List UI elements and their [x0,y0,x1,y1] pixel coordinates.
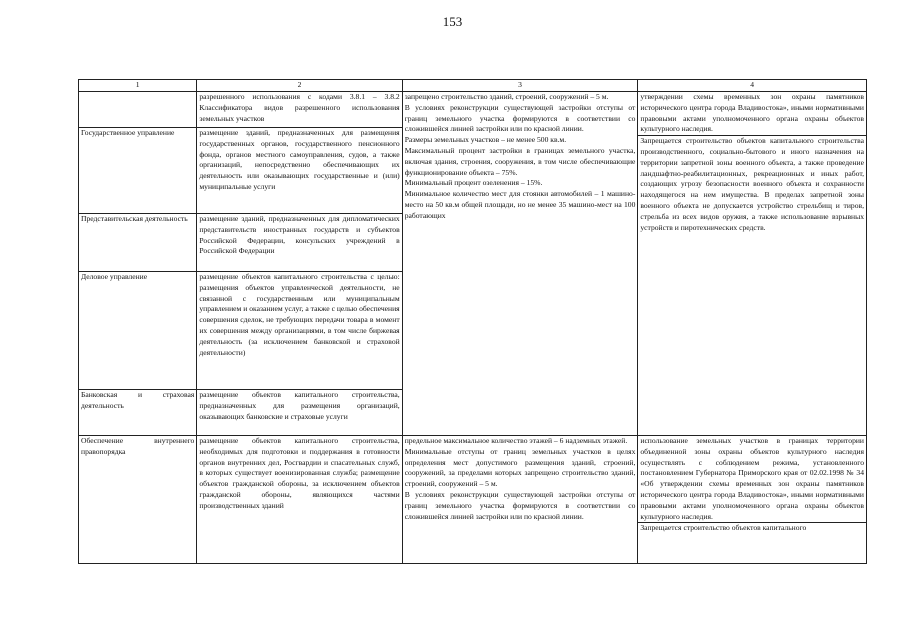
use-type-name: Банковская и страховая деятельность [79,390,197,436]
parameters-cell [402,436,638,564]
parameters-paragraph: запрещено строительство зданий, строений, сооружений – 5 м. [404,92,609,101]
parameters-paragraph: Размеры земельных участков – не менее 500 кв.м. [404,135,567,145]
table-row [79,92,867,128]
parameters-paragraph: Минимальное количество мест для стоянки автомобилей – 1 машино-место на 50 кв.м общей площади, но не менее 35 машино-мест на 100 работающих [404,189,636,220]
table-row [79,436,867,564]
use-type-name: Деловое управление [79,272,197,390]
use-type-description: разрешенного использования с кодами 3.8.1 – 3.8.2 Классификатора видов разрешенного использования земельных участков [197,92,402,128]
restrictions-cell [638,92,867,436]
use-type-description: размещение объектов капитального строительства, необходимых для подготовки и поддержания в готовности органов внутренних дел, Росгвардии и спасательных служб, в которых существует военизированная служба; размещение объектов гражданской обороны, за исключением объектов гражданской обороны, являющихся частями производственных зданий [197,436,402,564]
table-header-row [79,80,867,92]
parameters-paragraph: В условиях реконструкции существующей застройки отступы от границ земельного участка формируются в соответствии со сложившейся линией застройки или по красной линии. [404,489,636,521]
restrictions-paragraph: Запрещается строительство объектов капитального [638,522,866,534]
use-type-name: Обеспечение внутреннего правопорядка [79,436,197,564]
restrictions-paragraph: использование земельных участков в границах территории объединенной зоны охраны объектов культурного наследия осуществлять с соблюдением режима, установленного постановлением Губернатора Приморского края от 02.02.1998 № 34 «Об утверждении схемы временных зон охраны памятников исторического центра города Владивостока», иными нормативными правовыми актами уполномоченного органа охраны объектов культурного наследия. [640,436,864,521]
use-type-name: Государственное управление [79,128,197,214]
parameters-cell [402,92,638,436]
column-number-3: 3 [402,80,638,92]
use-type-name [79,92,197,128]
column-number-4: 4 [638,80,867,92]
column-number-1: 1 [79,80,197,92]
restrictions-paragraph: утверждении схемы временных зон охраны памятников исторического центра города Владивостока», иными нормативными правовыми актами уполномоченного органа охраны объектов культурного наследия. [640,92,864,134]
use-type-description: размещение объектов капитального строительства, предназначенных для размещения организаций, оказывающих банковские и страховые услуги [197,390,402,436]
use-type-description: размещение зданий, предназначенных для дипломатических представительств иностранных государств и субъектов Российской Федерации, консульских учреждений в Российской Федерации [197,214,402,272]
restrictions-paragraph: Запрещается строительство объектов капитального строительства производственного, социально-бытового и иного назначения на территории запретной зоны военного объекта, а также проведение ландшафтно-реабилитационных, рекреационных и иных работ, создающих угрозу безопасности военного объекта и сохранности находящегося на нем имущества. В пределах запретной зоны военного объекта не допускается устройство стрельбищ и тиров, стрельба из всех видов оружия, а также использование взрывных устройств и пиротехнических средств. [640,136,864,232]
use-type-description: размещение зданий, предназначенных для размещения государственных органов, государственного пенсионного фонда, органов местного самоуправления, судов, а также организаций, непосредственно обеспечивающих их деятельность или оказывающих государственные и (или) муниципальные услуги [197,128,402,214]
use-type-description: размещение объектов капитального строительства с целью: размещения объектов управленческой деятельности, не связанной с государственным или муниципальным управлением и оказанием услуг, а также с целью обеспечения совершения сделок, не требующих передачи товара в момент их совершения между организациями, в том числе биржевая деятельность (за исключением банковской и страховой деятельности) [197,272,402,390]
parameters-paragraph: Минимальный процент озеленения – 15%. [404,178,543,188]
regulations-table [78,79,867,564]
parameters-paragraph: Минимальные отступы от границ земельных участков в целях определения мест допустимого размещения зданий, строений, сооружений, за пределами которых запрещено строительство зданий, строений, сооружений – 5 м. [404,446,636,489]
parameters-paragraph: В условиях реконструкции существующей застройки отступы от границ земельного участка формируются в соответствии со сложившейся линией застройки или по красной линии. [404,102,636,134]
column-number-2: 2 [197,80,402,92]
page-number: 153 [442,14,463,29]
parameters-paragraph: Максимальный процент застройки в границах земельного участка, включая здания, строения, сооружения, в том числе обеспечивающие функционирование объекта – 75%. [404,145,636,177]
parameters-paragraph: предельное максимальное количество этажей – 6 надземных этажей. [404,436,628,445]
use-type-name: Представительская деятельность [79,214,197,272]
restrictions-cell [638,436,867,564]
